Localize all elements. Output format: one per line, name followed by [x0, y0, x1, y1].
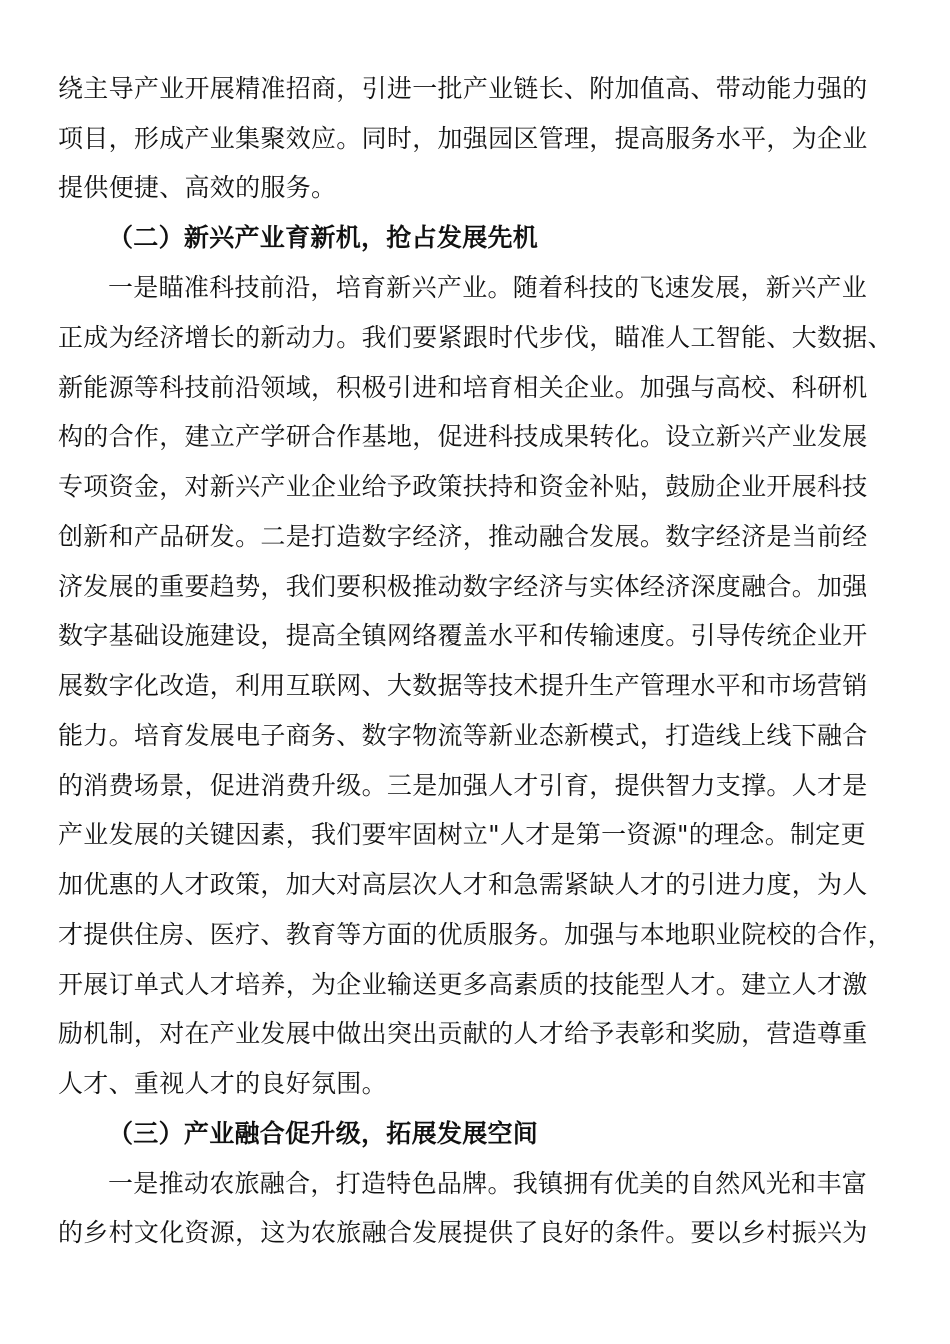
text-line: 绕主导产业开展精准招商，引进一批产业链长、附加值高、带动能力强的	[58, 74, 868, 103]
text-line: 励机制，对在产业发展中做出突出贡献的人才给予表彰和奖励，营造尊重	[58, 1019, 868, 1048]
section-heading: （三）产业融合促升级，拓展发展空间	[108, 1119, 539, 1148]
text-line: 一是推动农旅融合，打造特色品牌。我镇拥有优美的自然风光和丰富	[108, 1169, 868, 1198]
text-line: 新能源等科技前沿领域，积极引进和培育相关企业。加强与高校、科研机	[58, 373, 868, 402]
text-line: 展数字化改造，利用互联网、大数据等技术提升生产管理水平和市场营销	[58, 671, 868, 700]
text-line: 数字基础设施建设，提高全镇网络覆盖水平和传输速度。引导传统企业开	[58, 621, 868, 650]
text-line: 加优惠的人才政策，加大对高层次人才和急需紧缺人才的引进力度，为人	[58, 870, 868, 899]
section-heading: （二）新兴产业育新机，抢占发展先机	[108, 223, 539, 252]
text-line: 人才、重视人才的良好氛围。	[58, 1069, 387, 1098]
text-line: 的消费场景，促进消费升级。三是加强人才引育，提供智力支撑。人才是	[58, 771, 868, 800]
text-line: 才提供住房、医疗、教育等方面的优质服务。加强与本地职业院校的合作，	[58, 920, 893, 949]
text-line: 开展订单式人才培养，为企业输送更多高素质的技能型人才。建立人才激	[58, 970, 868, 999]
text-line: 济发展的重要趋势，我们要积极推动数字经济与实体经济深度融合。加强	[58, 572, 868, 601]
text-line: 正成为经济增长的新动力。我们要紧跟时代步伐，瞄准人工智能、大数据、	[58, 323, 893, 352]
text-line: 项目，形成产业集聚效应。同时，加强园区管理，提高服务水平，为企业	[58, 124, 868, 153]
text-line: 提供便捷、高效的服务。	[58, 173, 337, 202]
text-line: 的乡村文化资源，这为农旅融合发展提供了良好的条件。要以乡村振兴为	[58, 1218, 868, 1247]
text-line: 构的合作，建立产学研合作基地，促进科技成果转化。设立新兴产业发展	[58, 422, 868, 451]
text-line: 产业发展的关键因素，我们要牢固树立"人才是第一资源"的理念。制定更	[58, 820, 866, 849]
text-line: 创新和产品研发。二是打造数字经济，推动融合发展。数字经济是当前经	[58, 522, 868, 551]
text-line: 专项资金，对新兴产业企业给予政策扶持和资金补贴，鼓励企业开展科技	[58, 472, 868, 501]
text-line: 一是瞄准科技前沿，培育新兴产业。随着科技的飞速发展，新兴产业	[108, 273, 868, 302]
text-line: 能力。培育发展电子商务、数字物流等新业态新模式，打造线上线下融合	[58, 721, 868, 750]
